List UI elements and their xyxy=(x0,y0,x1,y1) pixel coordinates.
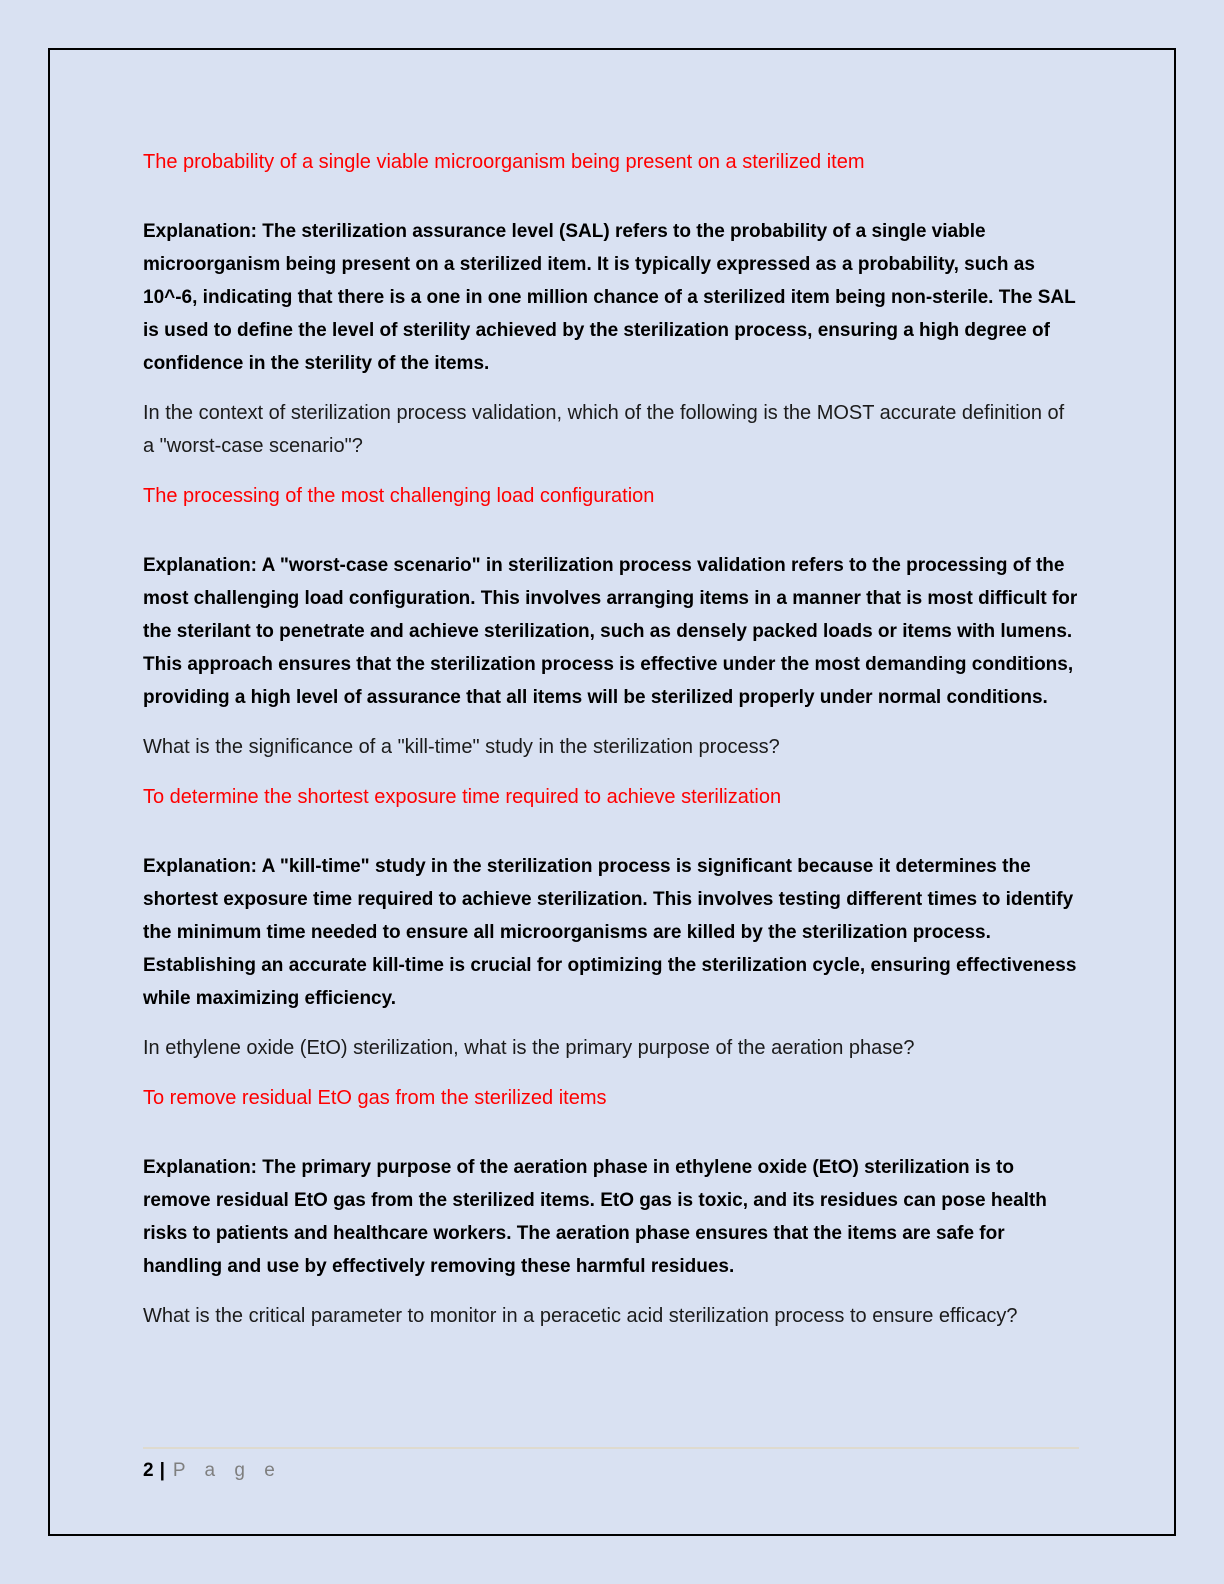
answer-text: The probability of a single viable microorganism being present on a sterilized item xyxy=(143,151,865,173)
explanation-text: Explanation: The sterilization assurance level (SAL) refers to the probability of a single viable microorganism being present on a sterilized item. It is typically expressed as a probability, such as 10^-6, indicating that there is a one in one million chance of a sterilized item being non-sterile. The SAL is used to define the level of sterility achieved by the sterilization process, ensuring a high degree of confidence in the sterility of the items. xyxy=(143,221,1076,374)
question-text: What is the critical parameter to monitor in a peracetic acid sterilization process to ensure efficacy? xyxy=(143,1305,1018,1327)
page-footer xyxy=(143,1447,1079,1482)
explanation-text: Explanation: The primary purpose of the aeration phase in ethylene oxide (EtO) sterilization is to remove residual EtO gas from the sterilized items. EtO gas is toxic, and its residues can pose health risks to patients and healthcare workers. The aeration phase ensures that the items are safe for handling and use by effectively removing these harmful residues. xyxy=(143,1157,1047,1277)
page-number: 2 xyxy=(143,1460,154,1481)
question-text: What is the significance of a "kill-time" study in the sterilization process? xyxy=(143,736,780,758)
page-label: P a g e xyxy=(172,1460,282,1481)
footer-separator: | xyxy=(159,1460,165,1481)
footer-divider xyxy=(143,1447,1079,1449)
question-text: In the context of sterilization process validation, which of the following is the MOST accurate definition of a "worst-case scenario"? xyxy=(143,402,1065,457)
answer-text: To determine the shortest exposure time required to achieve sterilization xyxy=(143,786,782,808)
footer-text xyxy=(143,1460,1079,1482)
explanation-text: Explanation: A "kill-time" study in the sterilization process is significant because it determines the shortest exposure time required to achieve sterilization. This involves testing different times to identify the minimum time needed to ensure all microorganisms are killed by the sterilization process. Establishing an accurate kill-time is crucial for optimizing the sterilization cycle, ensuring effectiveness while maximizing efficiency. xyxy=(143,856,1077,1009)
document-body xyxy=(143,146,1079,1350)
explanation-text: Explanation: A "worst-case scenario" in sterilization process validation refers to the processing of the most challenging load configuration. This involves arranging items in a manner that is most difficult for the sterilant to penetrate and achieve sterilization, such as densely packed loads or items with lumens. This approach ensures that the sterilization process is effective under the most demanding conditions, providing a high level of assurance that all items will be sterilized properly under normal conditions. xyxy=(143,555,1078,708)
answer-text: To remove residual EtO gas from the sterilized items xyxy=(143,1087,607,1109)
answer-text: The processing of the most challenging load configuration xyxy=(143,485,655,507)
question-text: In ethylene oxide (EtO) sterilization, what is the primary purpose of the aeration phase? xyxy=(143,1037,915,1059)
